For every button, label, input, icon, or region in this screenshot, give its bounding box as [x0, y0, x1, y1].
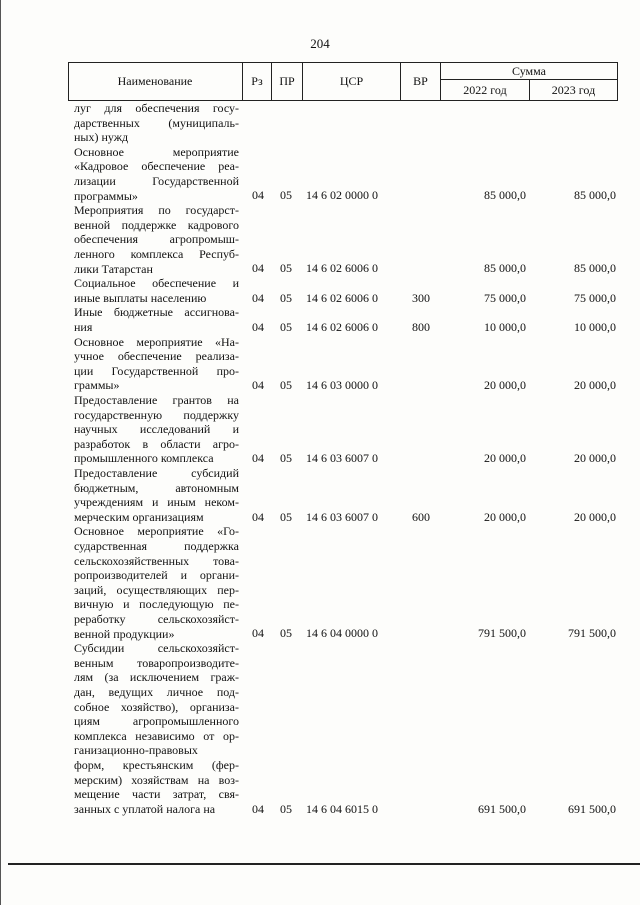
row-name-line: Мероприятия по государст- [74, 203, 239, 218]
row-csr: 14 6 02 0000 0 [306, 188, 378, 203]
row-name [74, 146, 239, 204]
row-rz: 04 [252, 626, 264, 641]
row-rz: 04 [252, 378, 264, 393]
col-border-right [617, 62, 618, 101]
row-name-line: научных исследований и [74, 422, 239, 437]
row-sum-2023: 20 000,0 [574, 378, 616, 393]
row-rz: 04 [252, 801, 264, 816]
row-sum-2022: 20 000,0 [484, 378, 526, 393]
row-name-line: сударственная поддержка [74, 538, 239, 553]
table-row [68, 204, 618, 277]
header-2023: 2023 год [551, 83, 596, 97]
row-name-line: Предоставление грантов на [74, 393, 239, 407]
row-name-line: сельскохозяйственных това- [74, 553, 239, 568]
row-name-line: Основное мероприятие «На- [74, 334, 239, 349]
row-name-line: ции Государственной про- [74, 363, 239, 378]
row-name-line: лизации Государственной [74, 173, 239, 188]
row-sum-2023: 10 000,0 [574, 319, 616, 334]
row-name-line: Основное мероприятие [74, 144, 239, 159]
row-name-line: промышленного комплекса [74, 451, 214, 466]
scan-left-edge [0, 0, 1, 905]
table-row [68, 467, 618, 525]
row-name-line: Субсидии сельскохозяйст- [74, 641, 239, 656]
table-row [68, 146, 618, 204]
row-sum-2023: 85 000,0 [574, 261, 616, 276]
row-name-line: бюджетным, автономным [74, 480, 239, 495]
row-vr: 800 [412, 319, 430, 334]
table-row [68, 642, 618, 817]
row-name-line: занных с уплатой налога на [74, 801, 216, 816]
row-name-line: ния [74, 319, 93, 334]
row-name-line: комплекса независимо от ор- [74, 728, 239, 743]
header-name: Наименование [117, 74, 193, 88]
row-name-line: мерческим организациям [74, 509, 204, 524]
row-name-line: учреждениям и иным неком- [74, 495, 239, 510]
row-sum-2023: 20 000,0 [574, 509, 616, 524]
row-name [74, 277, 239, 306]
row-name-line: учное обеспечение реализа- [74, 349, 239, 364]
row-rz: 04 [252, 451, 264, 466]
row-sum-2022: 20 000,0 [484, 509, 526, 524]
row-vr: 600 [412, 509, 430, 524]
row-pr: 05 [280, 261, 292, 276]
scan-bottom-edge [8, 863, 640, 865]
table-row [68, 394, 618, 467]
row-pr: 05 [280, 188, 292, 203]
row-name-line: форм, крестьянским (фер- [74, 757, 239, 772]
row-name-line: венным товаропроизводите- [74, 655, 239, 670]
row-name-line: «Кадровое обеспечение реа- [74, 159, 239, 174]
row-name [74, 394, 239, 467]
row-name [74, 467, 239, 525]
row-csr: 14 6 03 6007 0 [306, 509, 378, 524]
row-pr: 05 [280, 378, 292, 393]
row-name-line: ленного комплекса Респуб- [74, 246, 239, 261]
row-name-line: иные выплаты населению [74, 290, 207, 305]
row-name [74, 525, 239, 642]
row-name-line: обеспечения агропромыш- [74, 232, 239, 247]
row-name-line: заций, осуществляющих пер- [74, 582, 239, 597]
row-csr: 14 6 03 6007 0 [306, 451, 378, 466]
row-name-line: разработок в области агро- [74, 436, 239, 451]
row-name-line: реработку сельскохозяйст- [74, 611, 239, 626]
row-sum-2022: 791 500,0 [478, 626, 526, 641]
header-csr: ЦСР [339, 74, 364, 88]
row-name-line: дарственных (муниципаль- [74, 115, 239, 130]
row-pr: 05 [280, 509, 292, 524]
row-name [74, 336, 239, 394]
table-top-border [68, 62, 618, 63]
row-pr: 05 [280, 451, 292, 466]
row-sum-2022: 75 000,0 [484, 290, 526, 305]
row-name [74, 204, 239, 277]
header-rz: Рз [251, 74, 263, 88]
row-sum-2023: 691 500,0 [568, 801, 616, 816]
page-number: 204 [310, 36, 330, 51]
row-csr: 14 6 04 0000 0 [306, 626, 378, 641]
row-pr: 05 [280, 319, 292, 334]
table-row [68, 336, 618, 394]
row-name-line: вичную и последующую пе- [74, 597, 239, 612]
row-sum-2022: 20 000,0 [484, 451, 526, 466]
row-name-line: программы» [74, 188, 138, 203]
row-rz: 04 [252, 290, 264, 305]
row-pr: 05 [280, 801, 292, 816]
row-csr: 14 6 02 6006 0 [306, 261, 378, 276]
row-csr: 14 6 02 6006 0 [306, 319, 378, 334]
row-sum-2023: 75 000,0 [574, 290, 616, 305]
row-name-line: ропроизводителей и органи- [74, 568, 239, 583]
row-name [74, 102, 239, 146]
row-name-line: циям агропромышленного [74, 714, 239, 729]
table-row [68, 102, 618, 146]
row-name-line: венной поддержке кадрового [74, 217, 239, 232]
row-name-line: граммы» [74, 378, 120, 393]
row-rz: 04 [252, 509, 264, 524]
row-sum-2023: 791 500,0 [568, 626, 616, 641]
row-name-line: Иные бюджетные ассигнова- [74, 305, 239, 320]
row-name-line: Основное мероприятие «Го- [74, 524, 239, 539]
row-sum-2023: 85 000,0 [574, 188, 616, 203]
row-pr: 05 [280, 290, 292, 305]
table-row [68, 525, 618, 642]
row-name-line: лям (за исключением граж- [74, 670, 239, 685]
row-sum-2022: 85 000,0 [484, 188, 526, 203]
row-name-line: дан, ведущих личное под- [74, 684, 239, 699]
header-sum: Сумма [512, 64, 546, 78]
row-csr: 14 6 03 0000 0 [306, 378, 378, 393]
row-sum-2023: 20 000,0 [574, 451, 616, 466]
header-2022: 2022 год [463, 83, 507, 97]
row-name-line: Предоставление субсидий [74, 466, 239, 480]
row-sum-2022: 691 500,0 [478, 801, 526, 816]
row-csr: 14 6 04 6015 0 [306, 801, 378, 816]
row-rz: 04 [252, 261, 264, 276]
row-rz: 04 [252, 188, 264, 203]
row-name-line: мещение части затрат, свя- [74, 787, 239, 802]
row-name-line: лики Татарстан [74, 261, 153, 276]
row-name-line: ных) нужд [74, 130, 129, 145]
header-pr: ПР [279, 74, 295, 88]
row-sum-2022: 10 000,0 [484, 319, 526, 334]
row-sum-2022: 85 000,0 [484, 261, 526, 276]
header-vr: ВР [413, 74, 428, 88]
row-csr: 14 6 02 6006 0 [306, 290, 378, 305]
row-name-line: мерским) хозяйствам на воз- [74, 772, 239, 787]
row-name-line: Социальное обеспечение и [74, 276, 239, 291]
row-rz: 04 [252, 319, 264, 334]
row-name [74, 306, 239, 335]
table-row [68, 277, 618, 306]
row-vr: 300 [412, 290, 430, 305]
row-name [74, 642, 239, 817]
row-name-line: ганизационно-правовых [74, 743, 198, 758]
row-name-line: государственную поддержку [74, 407, 239, 422]
row-name-line: собное хозяйство), организа- [74, 699, 239, 714]
table-row [68, 306, 618, 335]
row-name-line: луг для обеспечения госу- [74, 101, 239, 115]
row-pr: 05 [280, 626, 292, 641]
row-name-line: венной продукции» [74, 626, 175, 641]
